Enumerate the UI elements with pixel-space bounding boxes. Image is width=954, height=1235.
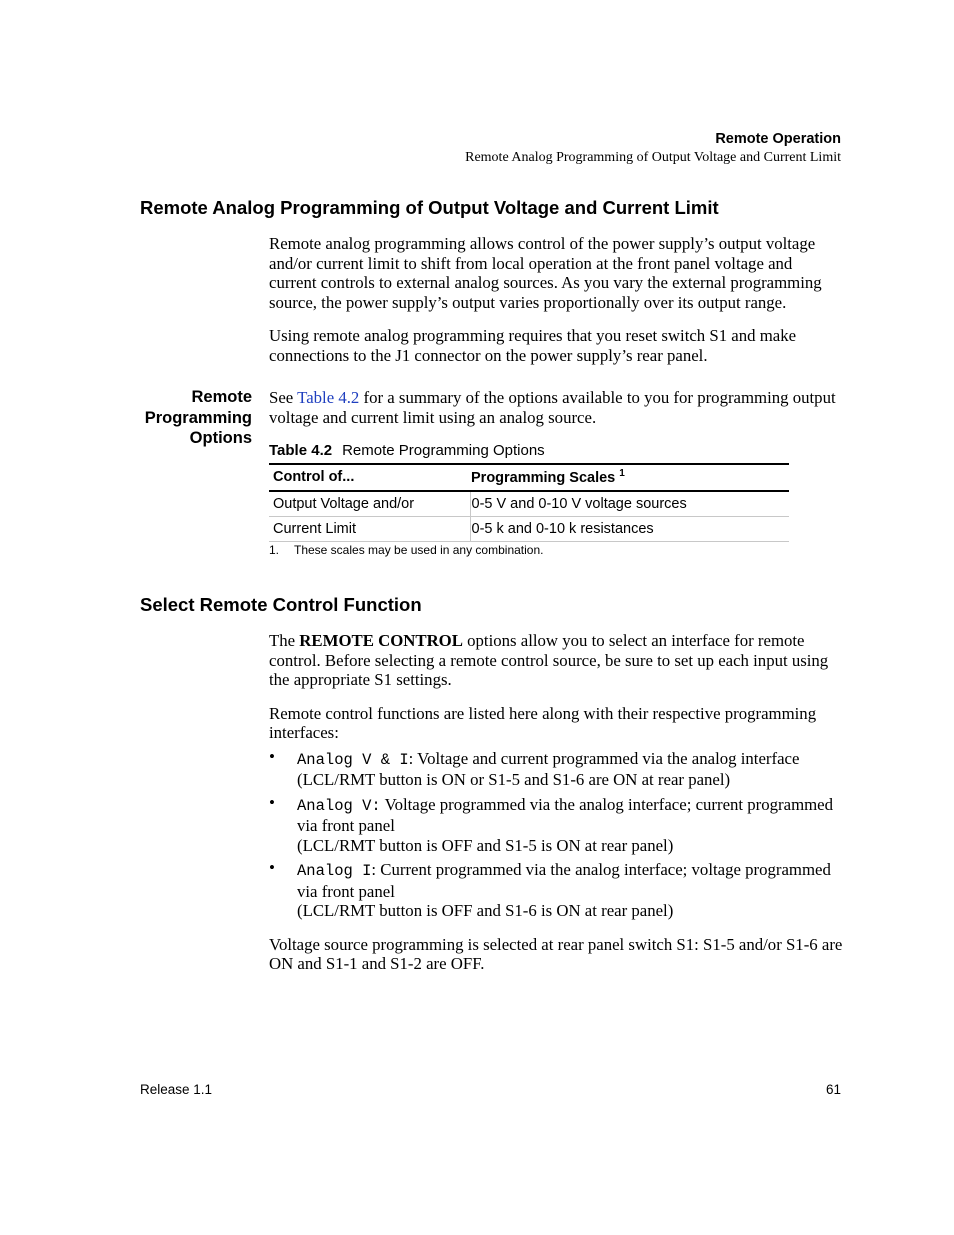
bullet-icon: •: [269, 746, 275, 766]
side-heading-line: Remote: [191, 388, 252, 406]
options-intro-text: for a summary of the options available to you for programming output voltage and current limit using an analog source.: [269, 388, 836, 427]
table-caption: [269, 442, 545, 459]
table-caption-title: Remote Programming Options: [342, 442, 545, 459]
function-text: Voltage programmed via the analog interface; current programmed via front panel: [297, 794, 834, 835]
list-item: [269, 792, 844, 856]
function-code: Analog V & I: [297, 750, 409, 769]
list-item: [269, 860, 844, 921]
voltage-source-paragraph: Voltage source programming is selected at rear panel switch S1: S1-5 and/or S1-6 are ON and S1-1 and S1-2 are OFF.: [269, 934, 843, 973]
options-intro: [269, 388, 844, 427]
table-cell: Current Limit: [273, 521, 356, 537]
list-item: [269, 746, 844, 790]
functions-list: [269, 746, 844, 921]
running-header-section: Remote Analog Programming of Output Voltage and Current Limit: [465, 150, 841, 165]
side-heading-line: Programming: [144, 408, 252, 427]
intro-paragraph: Remote analog programming allows control of the power supply’s output voltage and/or current limit to shift from local operation at the front panel voltage and current controls to external analog sources. As you vary the external programming source, the power supply’s output varies proportionally over its output range.: [269, 234, 822, 312]
options-table: [269, 463, 789, 542]
subsection-body: [269, 631, 844, 974]
bullet-icon: •: [269, 858, 275, 877]
table-cell: 0-5 k and 0-10 k resistances: [470, 517, 789, 542]
footnote-text: These scales may be used in any combination.: [294, 543, 544, 557]
requirements-paragraph: Using remote analog programming requires that you reset switch S1 and make connections to the J1 connector on the power supply’s rear panel.: [269, 326, 797, 365]
footnote-number: 1.: [269, 543, 280, 557]
footnote-marker: 1: [619, 468, 625, 479]
table-row: [269, 517, 789, 542]
function-text: : Voltage and current programmed via the analog interface: [408, 748, 800, 768]
table-footnote: [269, 543, 543, 557]
options-intro-text: See: [269, 388, 298, 407]
table-row: [269, 491, 789, 517]
function-code: Analog I: [297, 862, 372, 880]
functions-paragraph: Remote control functions are listed here along with their respective programming interfaces:: [269, 703, 817, 742]
function-note: (LCL/RMT button is ON or S1-5 and S1-6 are ON at rear panel): [297, 770, 731, 789]
table-cell: Output Voltage and/or: [273, 496, 415, 512]
paragraph-text: The: [269, 631, 300, 650]
section-title: Remote Analog Programming of Output Voltage and Current Limit: [140, 197, 719, 218]
footer-release: Release 1.1: [140, 1082, 213, 1097]
table-header-cell: Control of...: [273, 469, 355, 485]
section-intro-block: [269, 234, 844, 365]
function-code: Analog V:: [297, 796, 381, 815]
page-number: 61: [825, 1082, 841, 1097]
running-header-chapter: Remote Operation: [715, 131, 841, 147]
subsection-title: Select Remote Control Function: [140, 594, 422, 615]
table-cell: 0-5 V and 0-10 V voltage sources: [470, 491, 789, 517]
side-heading: [120, 387, 252, 449]
table-header-cell: [470, 464, 789, 491]
table-reference-link[interactable]: Table 4.2: [297, 388, 360, 407]
function-text: : Current programmed via the analog interface; voltage programmed via front panel: [297, 860, 831, 901]
bullet-icon: •: [269, 792, 275, 812]
paragraph-text: options allow you to select an interface for remote control. Before selecting a remote control source, be sure to set up each input using the appropriate S1 settings.: [269, 631, 829, 689]
table-header-row: [269, 464, 789, 491]
side-heading-line: Options: [189, 429, 252, 447]
table-caption-label: Table 4.2: [269, 442, 333, 459]
table-header-label: Programming Scales: [471, 470, 616, 486]
function-note: (LCL/RMT button is OFF and S1-5 is ON at rear panel): [297, 835, 674, 855]
bold-term: REMOTE CONTROL: [299, 631, 463, 650]
function-note: (LCL/RMT button is OFF and S1-6 is ON at rear panel): [297, 901, 674, 920]
remote-control-paragraph: [269, 631, 844, 690]
